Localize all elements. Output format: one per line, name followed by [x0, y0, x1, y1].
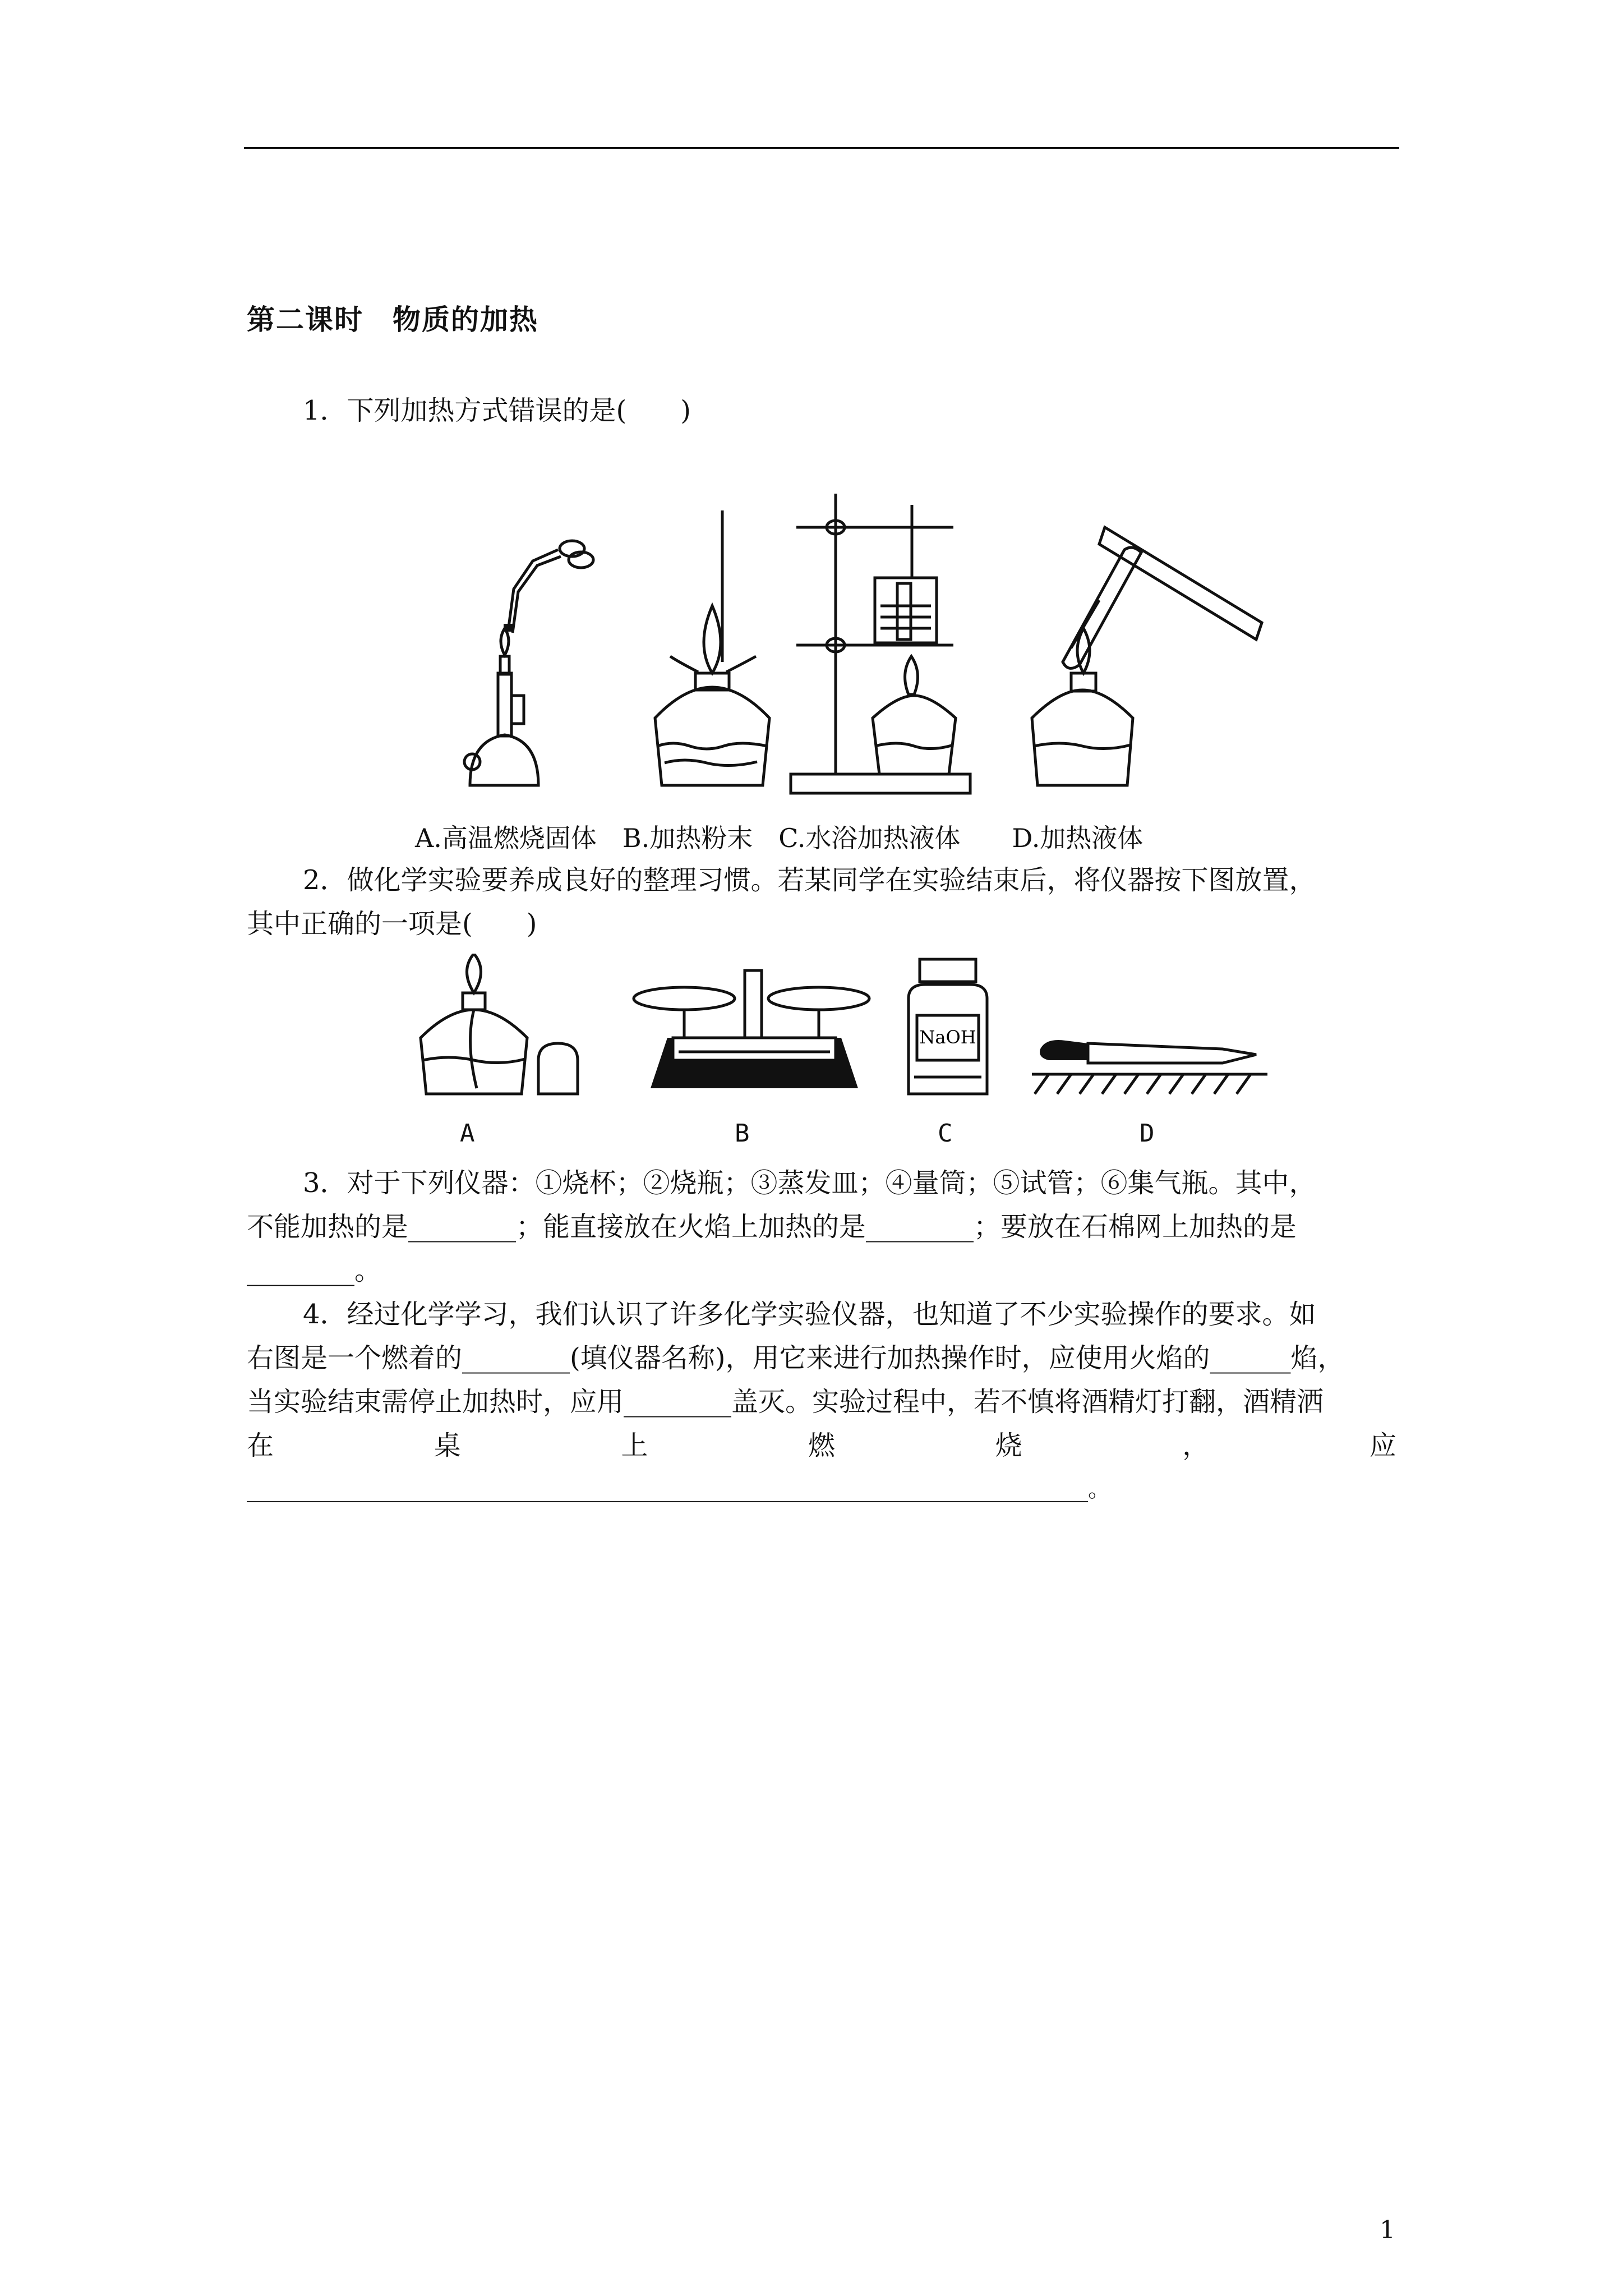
question-3-line-3: ________。 — [247, 1255, 382, 1286]
word: 燃 — [808, 1430, 835, 1461]
label-a: A — [460, 1119, 475, 1148]
reagent-bottle-diagram — [909, 959, 987, 1094]
question-4-line-5: ___________________________________________________________________________。 — [247, 1476, 1110, 1502]
word: 烧 — [995, 1430, 1022, 1461]
question-4-line-3: 当实验结束需停止加热时，应用________盖灭。实验过程中，若不慎将酒精灯打翻，酒精洒 — [247, 1386, 1324, 1418]
section-title: 第二课时 物质的加热 — [247, 303, 538, 336]
water-bath-diagram — [791, 494, 970, 793]
question-4-line-2: 右图是一个燃着的________(填仪器名称)，用它来进行加热操作时，应使用火焰的______焰， — [247, 1342, 1345, 1374]
word: 桌 — [434, 1430, 461, 1461]
dropper-diagram — [1032, 1040, 1267, 1094]
question-3-line-1: 3．对于下列仪器：①烧杯；②烧瓶；③蒸发皿；④量筒；⑤试管；⑥集气瓶。其中， — [303, 1167, 1316, 1199]
question-1: 1．下列加热方式错误的是( ) — [303, 395, 691, 426]
word: 在 — [247, 1430, 274, 1461]
question-3-line-2: 不能加热的是________；能直接放在火焰上加热的是________；要放在石棉网上加热的是 — [247, 1211, 1297, 1243]
question-2-line-2: 其中正确的一项是( ) — [247, 908, 537, 940]
powder-heating-diagram — [655, 510, 769, 785]
page-number: 1 — [1380, 2216, 1395, 2244]
question-2-line-1: 2．做化学实验要养成良好的整理习惯。若某同学在实验结束后，将仪器按下图放置， — [303, 864, 1316, 896]
alcohol-lamp-diagram — [421, 954, 578, 1094]
blowtorch-diagram — [464, 541, 593, 785]
header-rule — [244, 147, 1399, 149]
word: 上 — [621, 1430, 648, 1461]
q1-figure — [449, 494, 1301, 808]
q2-figure — [415, 954, 1290, 1111]
q1-captions: A.高温燃烧固体 B.加热粉末 C.水浴加热液体 D.加热液体 — [415, 823, 1144, 853]
bottle-label: NaOH — [919, 1027, 976, 1048]
balance-diagram — [634, 970, 869, 1088]
label-b: B — [735, 1119, 750, 1148]
liquid-heating-diagram — [1032, 527, 1262, 785]
label-c: C — [938, 1119, 953, 1148]
label-d: D — [1140, 1119, 1155, 1148]
word: ， — [1182, 1430, 1210, 1461]
question-4-line-1: 4．经过化学学习，我们认识了许多化学实验仪器，也知道了不少实验操作的要求。如 — [303, 1299, 1316, 1330]
question-4-line-4 — [247, 1424, 1396, 1467]
word: 应 — [1369, 1430, 1396, 1461]
